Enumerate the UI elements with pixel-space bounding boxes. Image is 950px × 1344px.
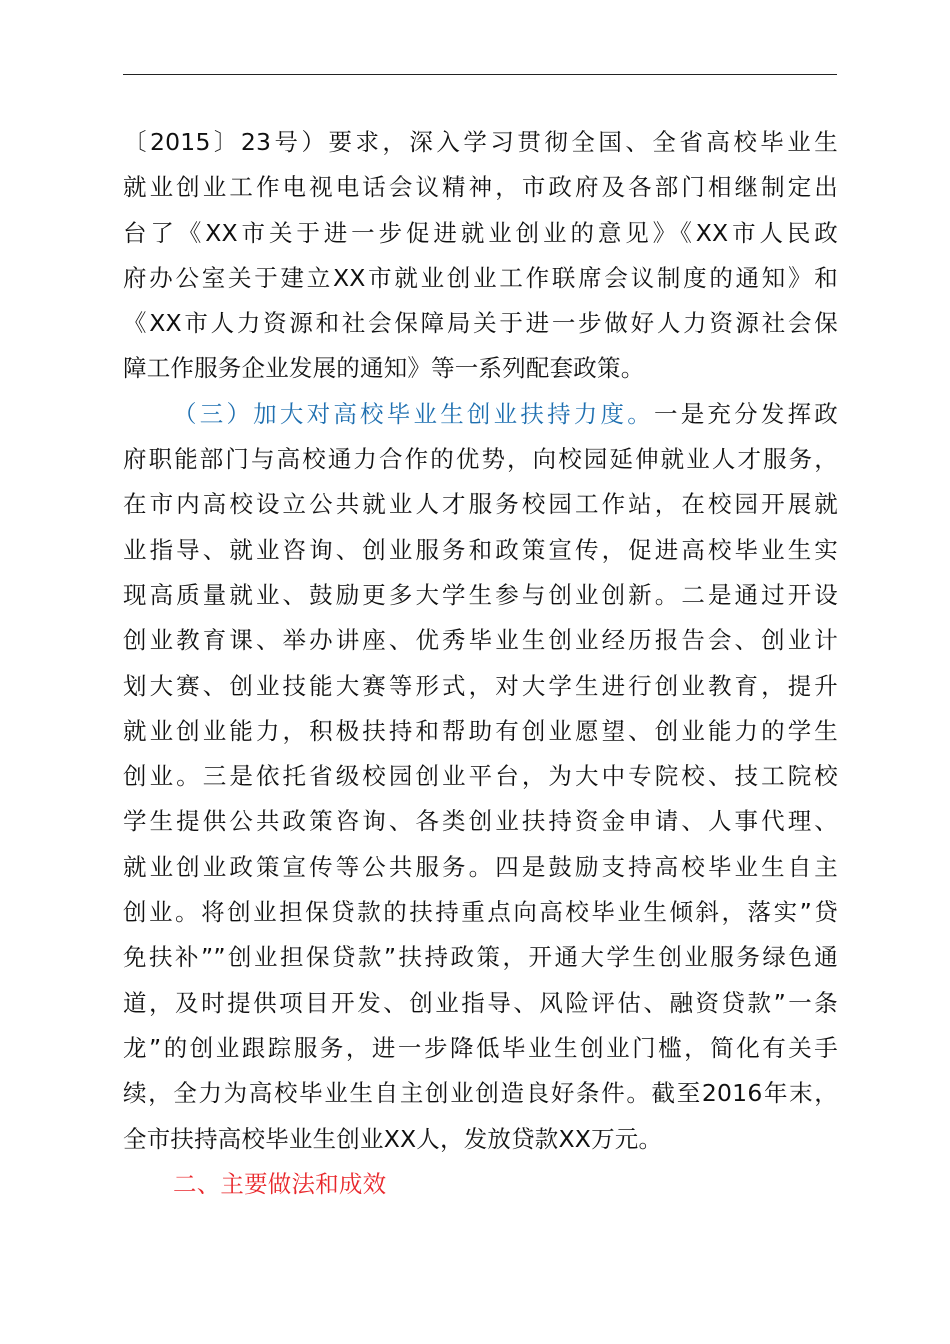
paragraph-line: 续，全力为高校毕业生自主创业创造良好条件。截至2016年末，	[123, 1079, 838, 1108]
paragraph-line: 学生提供公共政策咨询、各类创业扶持资金申请、人事代理、	[123, 807, 838, 836]
paragraph-line: 就业创业工作电视电话会议精神，市政府及各部门相继制定出	[123, 173, 838, 202]
paragraph-line: 创业教育课、举办讲座、优秀毕业生创业经历报告会、创业计	[123, 626, 838, 655]
paragraph-line: 《XX市人力资源和社会保障局关于进一步做好人力资源社会保	[123, 309, 838, 338]
paragraph-line: 业指导、就业咨询、创业服务和政策宣传，促进高校毕业生实	[123, 535, 838, 564]
subheading: （三）加大对高校毕业生创业扶持力度。	[173, 399, 654, 428]
paragraph-line: 就业创业政策宣传等公共服务。四是鼓励支持高校毕业生自主	[123, 852, 838, 881]
paragraph-line: 〔2015〕23号）要求，深入学习贯彻全国、全省高校毕业生	[123, 128, 838, 156]
header-rule	[123, 74, 837, 75]
paragraph-line: 就业创业能力，积极扶持和帮助有创业愿望、创业能力的学生	[123, 716, 838, 745]
paragraph-line: 划大赛、创业技能大赛等形式，对大学生进行创业教育，提升	[123, 671, 838, 700]
paragraph-line: 创业。将创业担保贷款的扶持重点向高校毕业生倾斜，落实”贷	[123, 898, 838, 927]
paragraph-line: 在市内高校设立公共就业人才服务校园工作站，在校园开展就	[123, 490, 838, 519]
paragraph-line: 创业。三是依托省级校园创业平台，为大中专院校、技工院校	[123, 762, 838, 791]
paragraph-line: 府办公室关于建立XX市就业创业工作联席会议制度的通知》和	[123, 263, 838, 292]
paragraph-line: 龙”的创业跟踪服务，进一步降低毕业生创业门槛，简化有关手	[123, 1033, 838, 1062]
paragraph-text: 一是充分发挥政	[653, 399, 838, 428]
paragraph-line: 府职能部门与高校通力合作的优势，向校园延伸就业人才服务，	[123, 445, 838, 474]
paragraph-line: 免扶补””创业担保贷款”扶持政策，开通大学生创业服务绿色通	[123, 943, 838, 972]
paragraph-line: 全市扶持高校毕业生创业XX人，发放贷款XX万元。	[123, 1124, 663, 1153]
paragraph-line: 道，及时提供项目开发、创业指导、风险评估、融资贷款”一条	[123, 988, 838, 1017]
document-body	[123, 120, 838, 1207]
paragraph-line: 台了《XX市关于进一步促进就业创业的意见》《XX市人民政	[123, 218, 838, 247]
subheading-line	[123, 392, 838, 437]
paragraph-line: 障工作服务企业发展的通知》等一系列配套政策。	[123, 354, 645, 383]
section-heading: 二、主要做法和成效	[173, 1169, 387, 1198]
paragraph-line: 现高质量就业、鼓励更多大学生参与创业创新。二是通过开设	[123, 580, 838, 609]
